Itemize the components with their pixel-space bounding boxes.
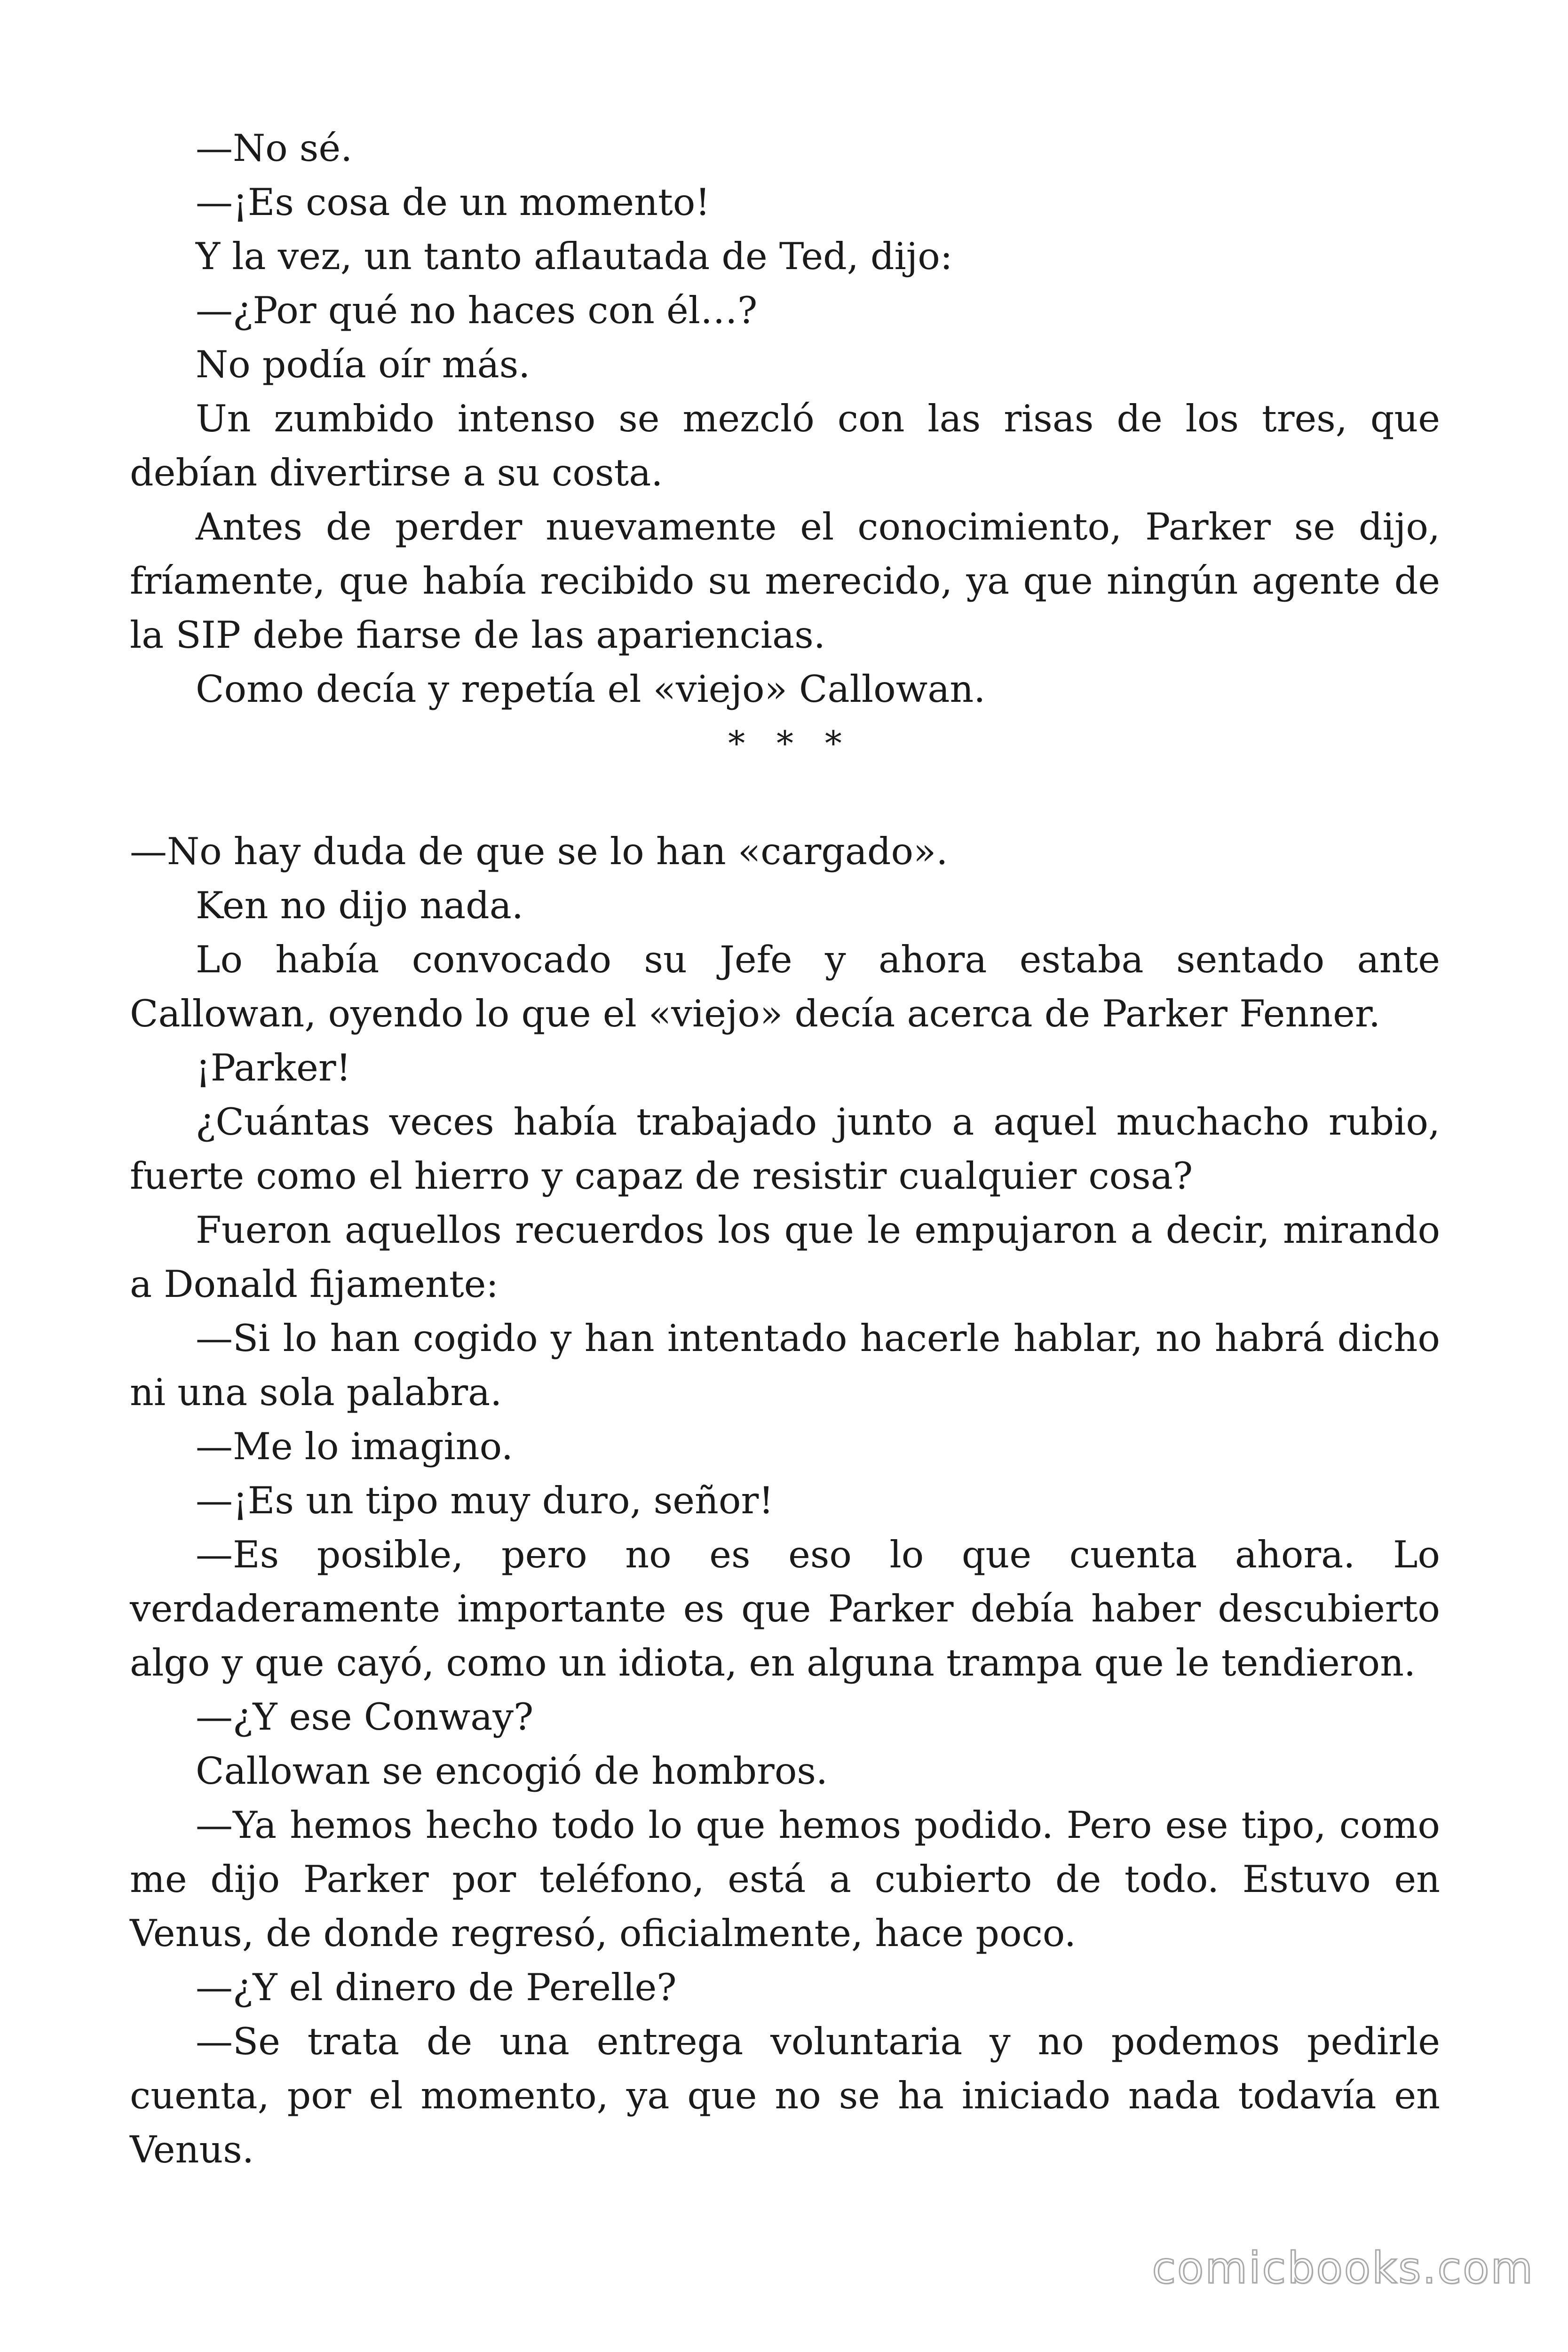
paragraph: —Si lo han cogido y han intentado hacerle hablar, no habrá dicho ni una sola palabra.	[130, 1317, 1440, 1414]
paragraph: Antes de perder nuevamente el conocimiento, Parker se dijo, fríamente, que había recibido su merecido, ya que ningún agente de la SIP debe fiarse de las apariencias.	[130, 505, 1440, 657]
paragraph: Fueron aquellos recuerdos los que le empujaron a decir, mirando a Donald fijamente:	[130, 1208, 1440, 1306]
paragraph: Callowan se encogió de hombros.	[196, 1749, 828, 1793]
paragraph: Como decía y repetía el «viejo» Callowan.	[196, 667, 986, 711]
paragraph: ¡Parker!	[196, 1046, 351, 1089]
paragraph: —No sé.	[196, 127, 353, 170]
paragraph: —No hay duda de que se lo han «cargado».	[130, 830, 948, 873]
paragraph: Ken no dijo nada.	[196, 884, 523, 927]
paragraph: Lo había convocado su Jefe y ahora estaba sentado ante Callowan, oyendo lo que el «viejo» decía acerca de Parker Fenner.	[130, 938, 1440, 1035]
paragraph: —Me lo imagino.	[196, 1425, 513, 1468]
watermark: comicbooks.com	[1152, 2243, 1534, 2293]
paragraph: —¿Por qué no haces con él…?	[196, 289, 758, 332]
paragraph: —¿Y ese Conway?	[196, 1695, 534, 1739]
paragraph: Y la vez, un tanto aflautada de Ted, dijo:	[196, 235, 953, 278]
paragraph: —Es posible, pero no es eso lo que cuenta ahora. Lo verdaderamente importante es que Parker debía haber descubierto algo y que cayó, como un idiota, en alguna trampa que le tendieron.	[130, 1533, 1440, 1685]
paragraph: —¡Es un tipo muy duro, señor!	[196, 1479, 774, 1522]
section-break	[130, 716, 1440, 825]
paragraph: —¡Es cosa de un momento!	[196, 181, 711, 224]
paragraph: —¿Y el dinero de Perelle?	[196, 1966, 677, 2009]
paragraph: —Ya hemos hecho todo lo que hemos podido. Pero ese tipo, como me dijo Parker por teléfono, está a cubierto de todo. Estuvo en Venus, de donde regresó, oficialmente, hace poco.	[130, 1804, 1440, 1955]
paragraph: No podía oír más.	[196, 343, 531, 386]
paragraph: ¿Cuántas veces había trabajado junto a aquel muchacho rubio, fuerte como el hierro y capaz de resistir cualquier cosa?	[130, 1100, 1440, 1198]
paragraph: Un zumbido intenso se mezcló con las risas de los tres, que debían divertirse a su costa.	[130, 397, 1440, 494]
section-break-asterisks: * * *	[728, 723, 852, 763]
paragraph: —Se trata de una entrega voluntaria y no podemos pedirle cuenta, por el momento, ya que no se ha iniciado nada todavía en Venus.	[130, 2020, 1440, 2171]
body-text	[130, 121, 1440, 2177]
